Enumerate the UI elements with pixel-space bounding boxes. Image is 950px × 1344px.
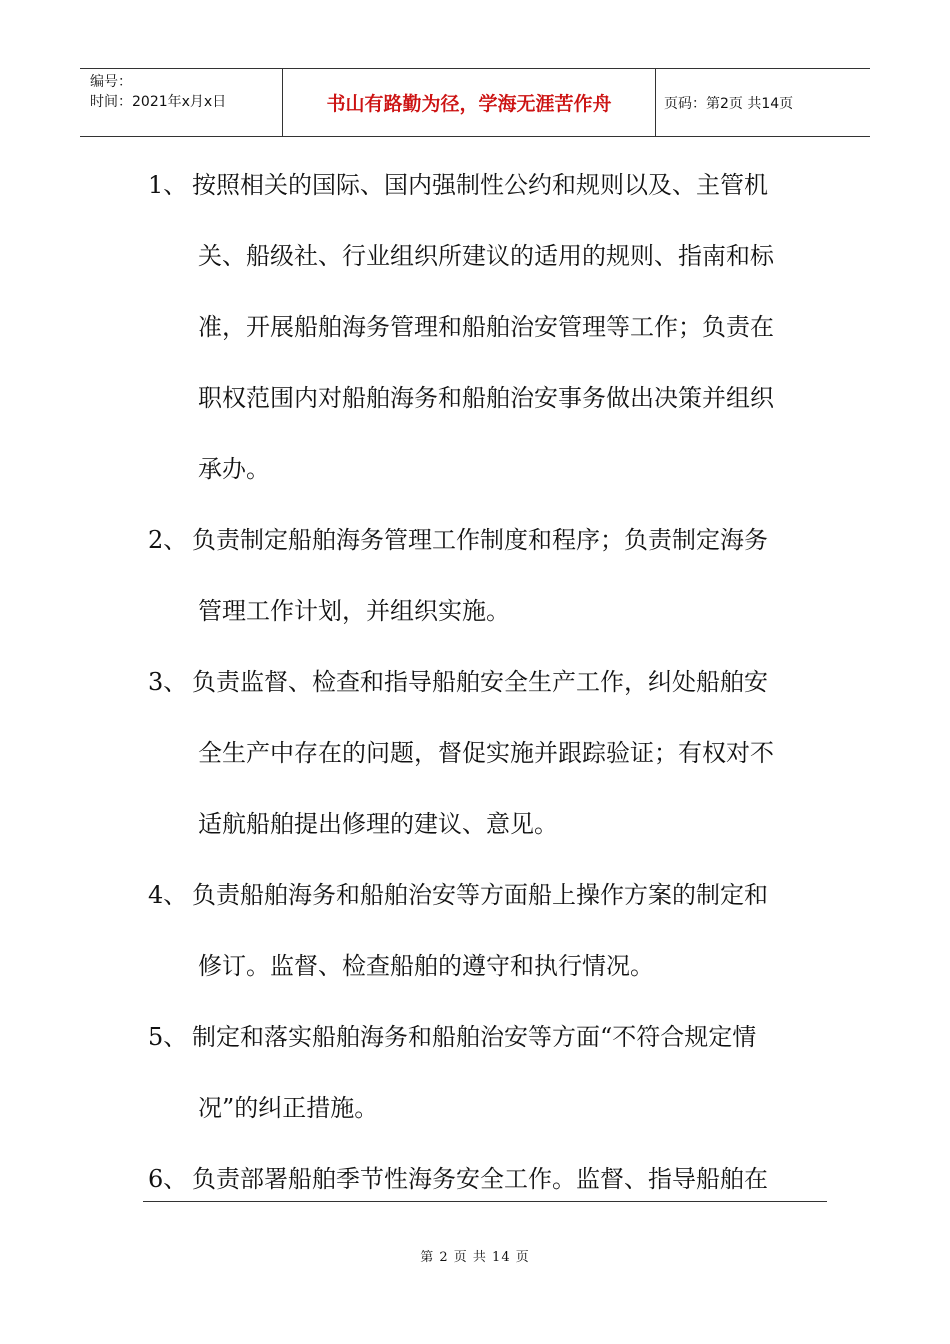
- page-header: [80, 68, 870, 137]
- list-item: [148, 505, 828, 647]
- list-item-continuation: 全生产中存在的问题，督促实施并跟踪验证；有权对不: [198, 739, 774, 767]
- header-motto: 书山有路勤为径，学海无涯苦作舟: [283, 69, 656, 136]
- list-item-continuation: 准，开展船舶海务管理和船舶治安管理等工作；负责在: [198, 313, 774, 341]
- list-item-text: 负责船舶海务和船舶治安等方面船上操作方案的制定和: [192, 881, 768, 909]
- page-footer: 第 2 页 共 14 页: [420, 1250, 530, 1265]
- list-item: [148, 1002, 828, 1144]
- list-item-number: 4、: [148, 881, 188, 909]
- list-item-text: 负责制定船舶海务管理工作制度和程序；负责制定海务: [192, 526, 768, 554]
- list-item-first-line: [148, 1002, 828, 1073]
- header-meta: [80, 69, 283, 136]
- list-item-first-line: [148, 647, 828, 718]
- list-item: [148, 1144, 828, 1215]
- list-item-number: 6、: [148, 1165, 188, 1193]
- header-page-label: 页码：第2页 共14页: [664, 95, 794, 112]
- list-item-text: 按照相关的国际、国内强制性公约和规则以及、主管机: [192, 171, 768, 199]
- list-item: [148, 647, 828, 860]
- list-item-text: 负责部署船舶季节性海务安全工作。监督、指导船舶在: [192, 1165, 768, 1193]
- list-item-continuation: 关、船级社、行业组织所建议的适用的规则、指南和标: [198, 242, 774, 270]
- list-item-number: 5、: [148, 1023, 188, 1051]
- list-item: [148, 860, 828, 1002]
- list-item-continuation: 管理工作计划，并组织实施。: [198, 597, 510, 625]
- serial-label: 编号：: [90, 74, 132, 90]
- list-item-continuation: 况”的纠正措施。: [198, 1094, 379, 1122]
- list-item-first-line: [148, 1144, 828, 1215]
- list-item-first-line: [148, 860, 828, 931]
- document-body: [148, 150, 828, 1215]
- list-item-first-line: [148, 505, 828, 576]
- list-item-continuation: 适航船舶提出修理的建议、意见。: [198, 810, 558, 838]
- list-item-continuation: 承办。: [198, 455, 270, 483]
- date-label: 时间：2021年x月x日: [90, 94, 227, 110]
- list-item-continuation: 职权范围内对船舶海务和船舶治安事务做出决策并组织: [198, 384, 774, 412]
- list-item-number: 3、: [148, 668, 188, 696]
- list-item: [148, 150, 828, 505]
- list-item-first-line: [148, 150, 828, 221]
- list-item-text: 负责监督、检查和指导船舶安全生产工作，纠处船舶安: [192, 668, 768, 696]
- list-item-text: 制定和落实船舶海务和船舶治安等方面“不符合规定情: [192, 1023, 757, 1051]
- list-item-number: 1、: [148, 171, 188, 199]
- list-item-continuation: 修订。监督、检查船舶的遵守和执行情况。: [198, 952, 654, 980]
- list-item-number: 2、: [148, 526, 188, 554]
- footer-divider: [143, 1201, 827, 1202]
